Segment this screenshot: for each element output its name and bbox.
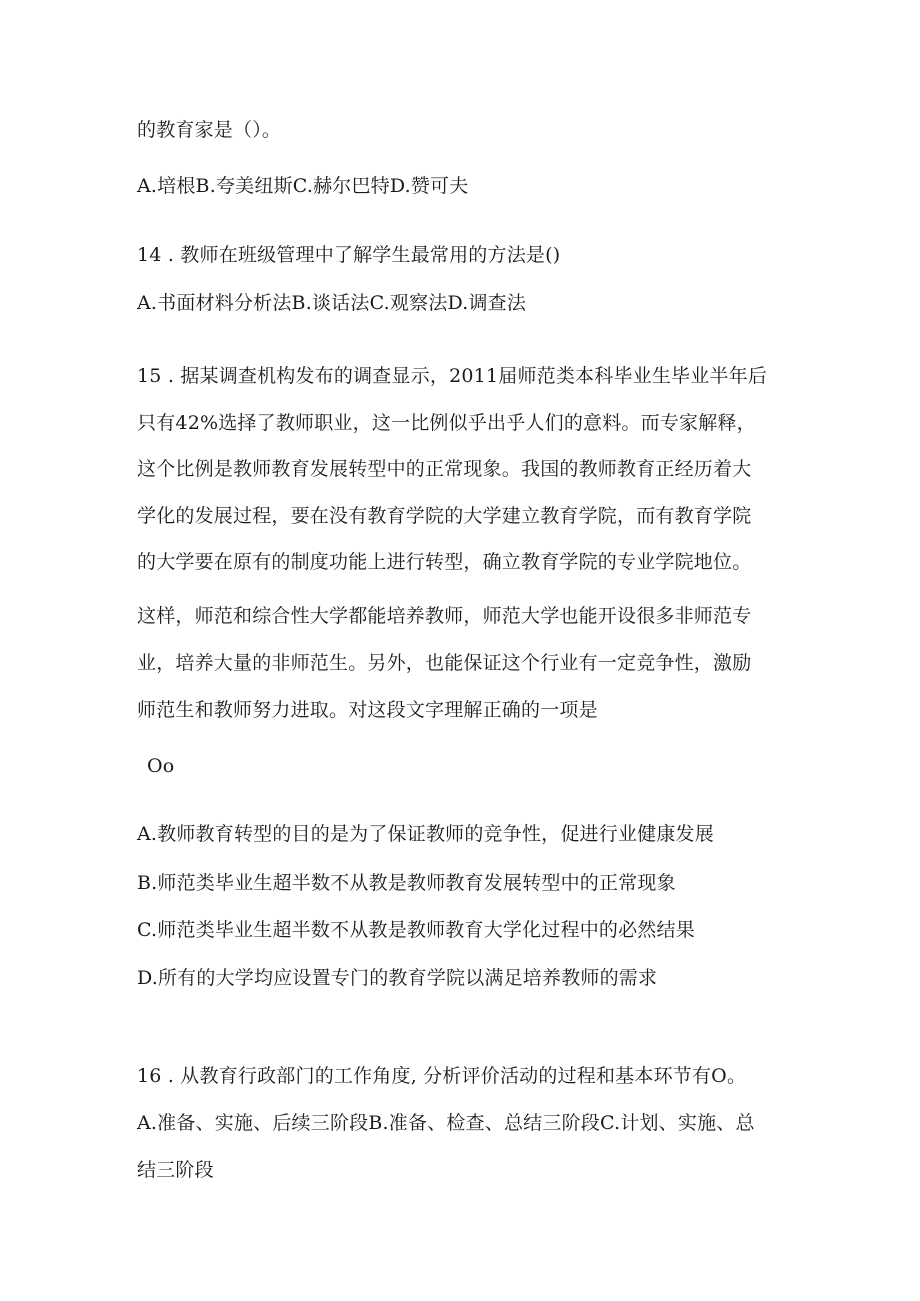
q14-stem: 14 . 教师在班级管理中了解学生最常用的方法是() bbox=[137, 244, 561, 266]
q16-options-line-2: 结三阶段 bbox=[137, 1159, 214, 1181]
q15-blank: Oo bbox=[147, 755, 175, 777]
q15-option-d: D.所有的大学均应设置专门的教育学院以满足培养教师的需求 bbox=[137, 967, 658, 989]
q15-option-c: C.师范类毕业生超半数不从教是教师教育大学化过程中的必然结果 bbox=[137, 919, 695, 941]
q15-stem-line-1: 15 . 据某调查机构发布的调查显示，2011届师范类本科毕业生毕业半年后 bbox=[137, 365, 768, 387]
q15-stem-line-6: 这样，师范和综合性大学都能培养教师，师范大学也能开设很多非师范专 bbox=[137, 605, 752, 627]
q15-stem-line-3: 这个比例是教师教育发展转型中的正常现象。我国的教师教育正经历着大 bbox=[137, 458, 752, 480]
q15-option-a: A.教师教育转型的目的是为了保证教师的竞争性，促进行业健康发展 bbox=[137, 823, 714, 845]
q16-stem: 16 . 从教育行政部门的工作角度, 分析评价活动的过程和基本环节有O。 bbox=[137, 1065, 747, 1087]
q15-option-b: B.师范类毕业生超半数不从教是教师教育发展转型中的正常现象 bbox=[137, 872, 676, 894]
q15-stem-line-8: 师范生和教师努力进取。对这段文字理解正确的一项是 bbox=[137, 699, 598, 721]
q15-stem-line-7: 业，培养大量的非师范生。另外，也能保证这个行业有一定竞争性，激励 bbox=[137, 652, 752, 674]
q13-stem-end: 的教育家是（）。 bbox=[137, 119, 282, 141]
q16-options-line-1: A.准备、实施、后续三阶段B.准备、检查、总结三阶段C.计划、实施、总 bbox=[137, 1112, 755, 1134]
q15-stem-line-2: 只有42%选择了教师职业，这一比例似乎出乎人们的意料。而专家解释， bbox=[137, 412, 756, 434]
q13-options: A.培根B.夸美纽斯C.赫尔巴特D.赞可夫 bbox=[137, 175, 469, 197]
q15-stem-line-5: 的大学要在原有的制度功能上进行转型，确立教育学院的专业学院地位。 bbox=[137, 551, 752, 573]
q15-stem-line-4: 学化的发展过程，要在没有教育学院的大学建立教育学院，而有教育学院 bbox=[137, 505, 752, 527]
q14-options: A.书面材料分析法B.谈话法C.观察法D.调查法 bbox=[137, 292, 527, 314]
